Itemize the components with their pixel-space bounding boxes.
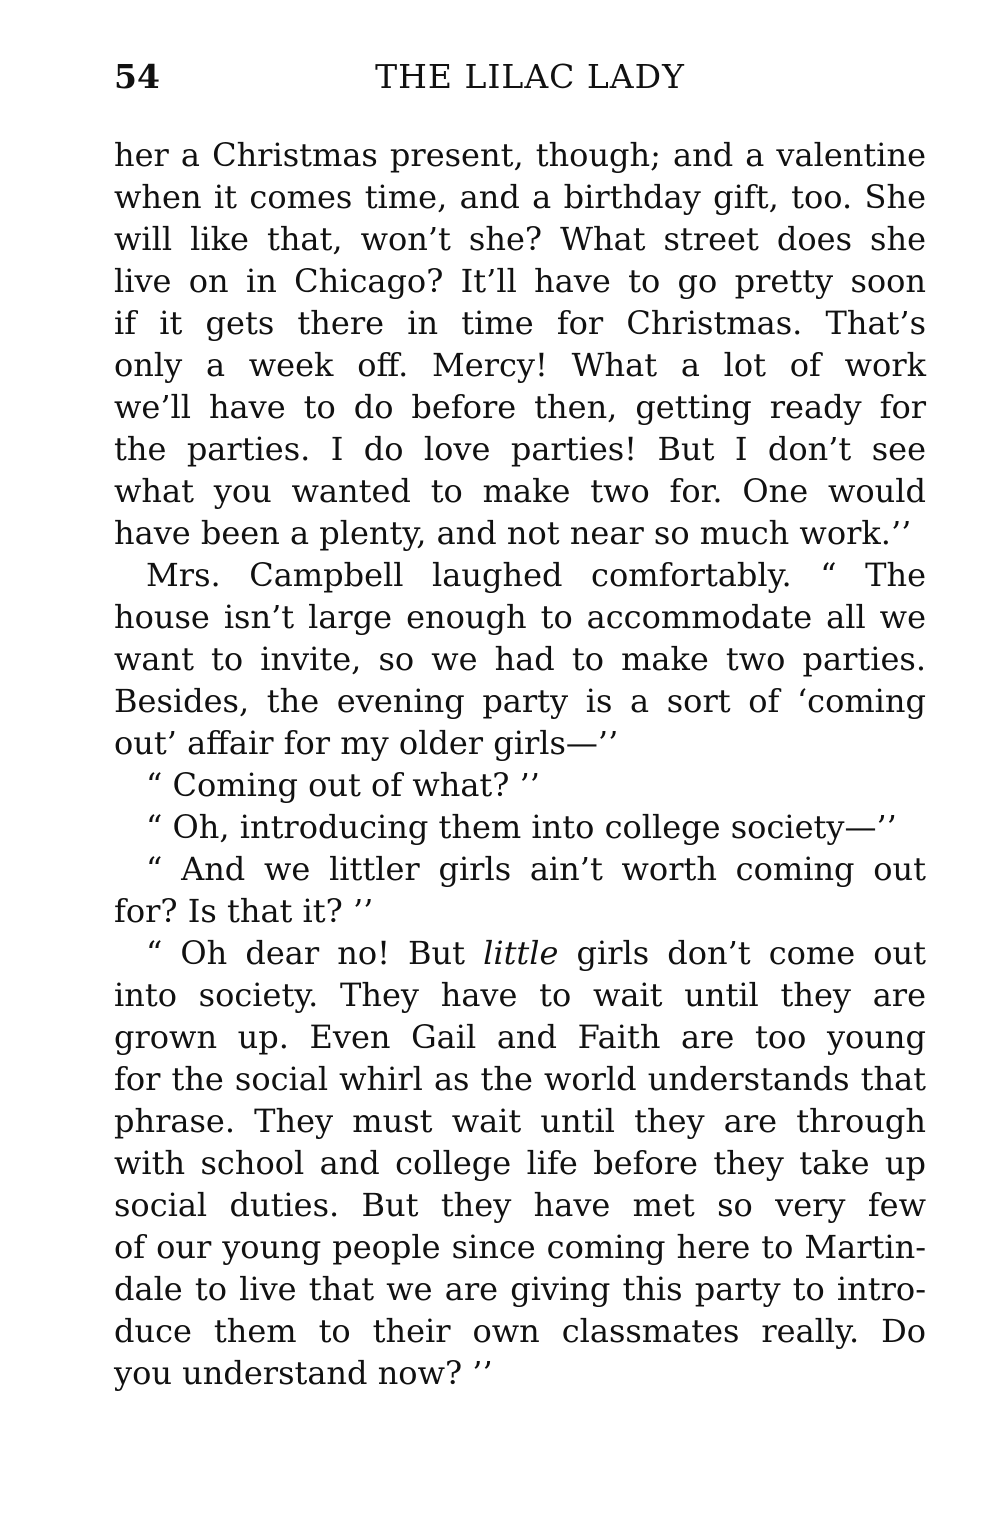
text-line: her a Christmas present, though; and a valentine [114,136,926,174]
text-line: house isn’t large enough to accommodate all we [114,598,926,636]
page-header [114,52,926,102]
text-line: phrase. They must wait until they are through [114,1102,926,1140]
text-line: you understand now? ’’ [114,1354,493,1392]
text-line: social duties. But they have met so very few [114,1186,926,1224]
text-line: duce them to their own classmates really. Do [114,1312,926,1350]
running-title: THE LILAC LADY [375,57,685,96]
text-line: for the social whirl as the world understands that [114,1060,926,1098]
text-line: if it gets there in time for Christmas. That’s [114,304,926,342]
text-line: for? Is that it? ’’ [114,892,374,930]
text-line: dale to live that we are giving this party to intro- [114,1270,926,1308]
page-number: 54 [114,57,160,96]
text-line: when it comes time, and a birthday gift, too. She [114,178,926,216]
text-line: “ Oh dear no! But little girls don’t come out [146,934,927,972]
text-line: live on in Chicago? It’ll have to go pretty soon [114,262,926,300]
text-line: Besides, the evening party is a sort of ‘coming [114,682,926,720]
text-line: only a week off. Mercy! What a lot of work [114,346,926,384]
text-line: we’ll have to do before then, getting ready for [114,388,926,426]
text-line: out’ affair for my older girls—’’ [114,724,619,762]
body-text [114,134,926,1394]
text-line: what you wanted to make two for. One would [114,472,926,510]
text-line: with school and college life before they take up [114,1144,926,1182]
text-line: grown up. Even Gail and Faith are too young [114,1018,926,1056]
text-line: of our young people since coming here to Martin- [114,1228,926,1266]
text-line: into society. They have to wait until they are [114,976,926,1014]
text-line: want to invite, so we had to make two parties. [114,640,926,678]
text-line: “ Coming out of what? ’’ [146,766,540,804]
text-line: will like that, won’t she? What street does she [114,220,926,258]
text-line: “ And we littler girls ain’t worth coming out [146,850,926,888]
text-line: the parties. I do love parties! But I don’t see [114,430,926,468]
text-line: Mrs. Campbell laughed comfortably. “ The [146,556,926,594]
text-line: have been a plenty, and not near so much work.’’ [114,514,912,552]
text-line: “ Oh, introducing them into college society—’’ [146,808,897,846]
